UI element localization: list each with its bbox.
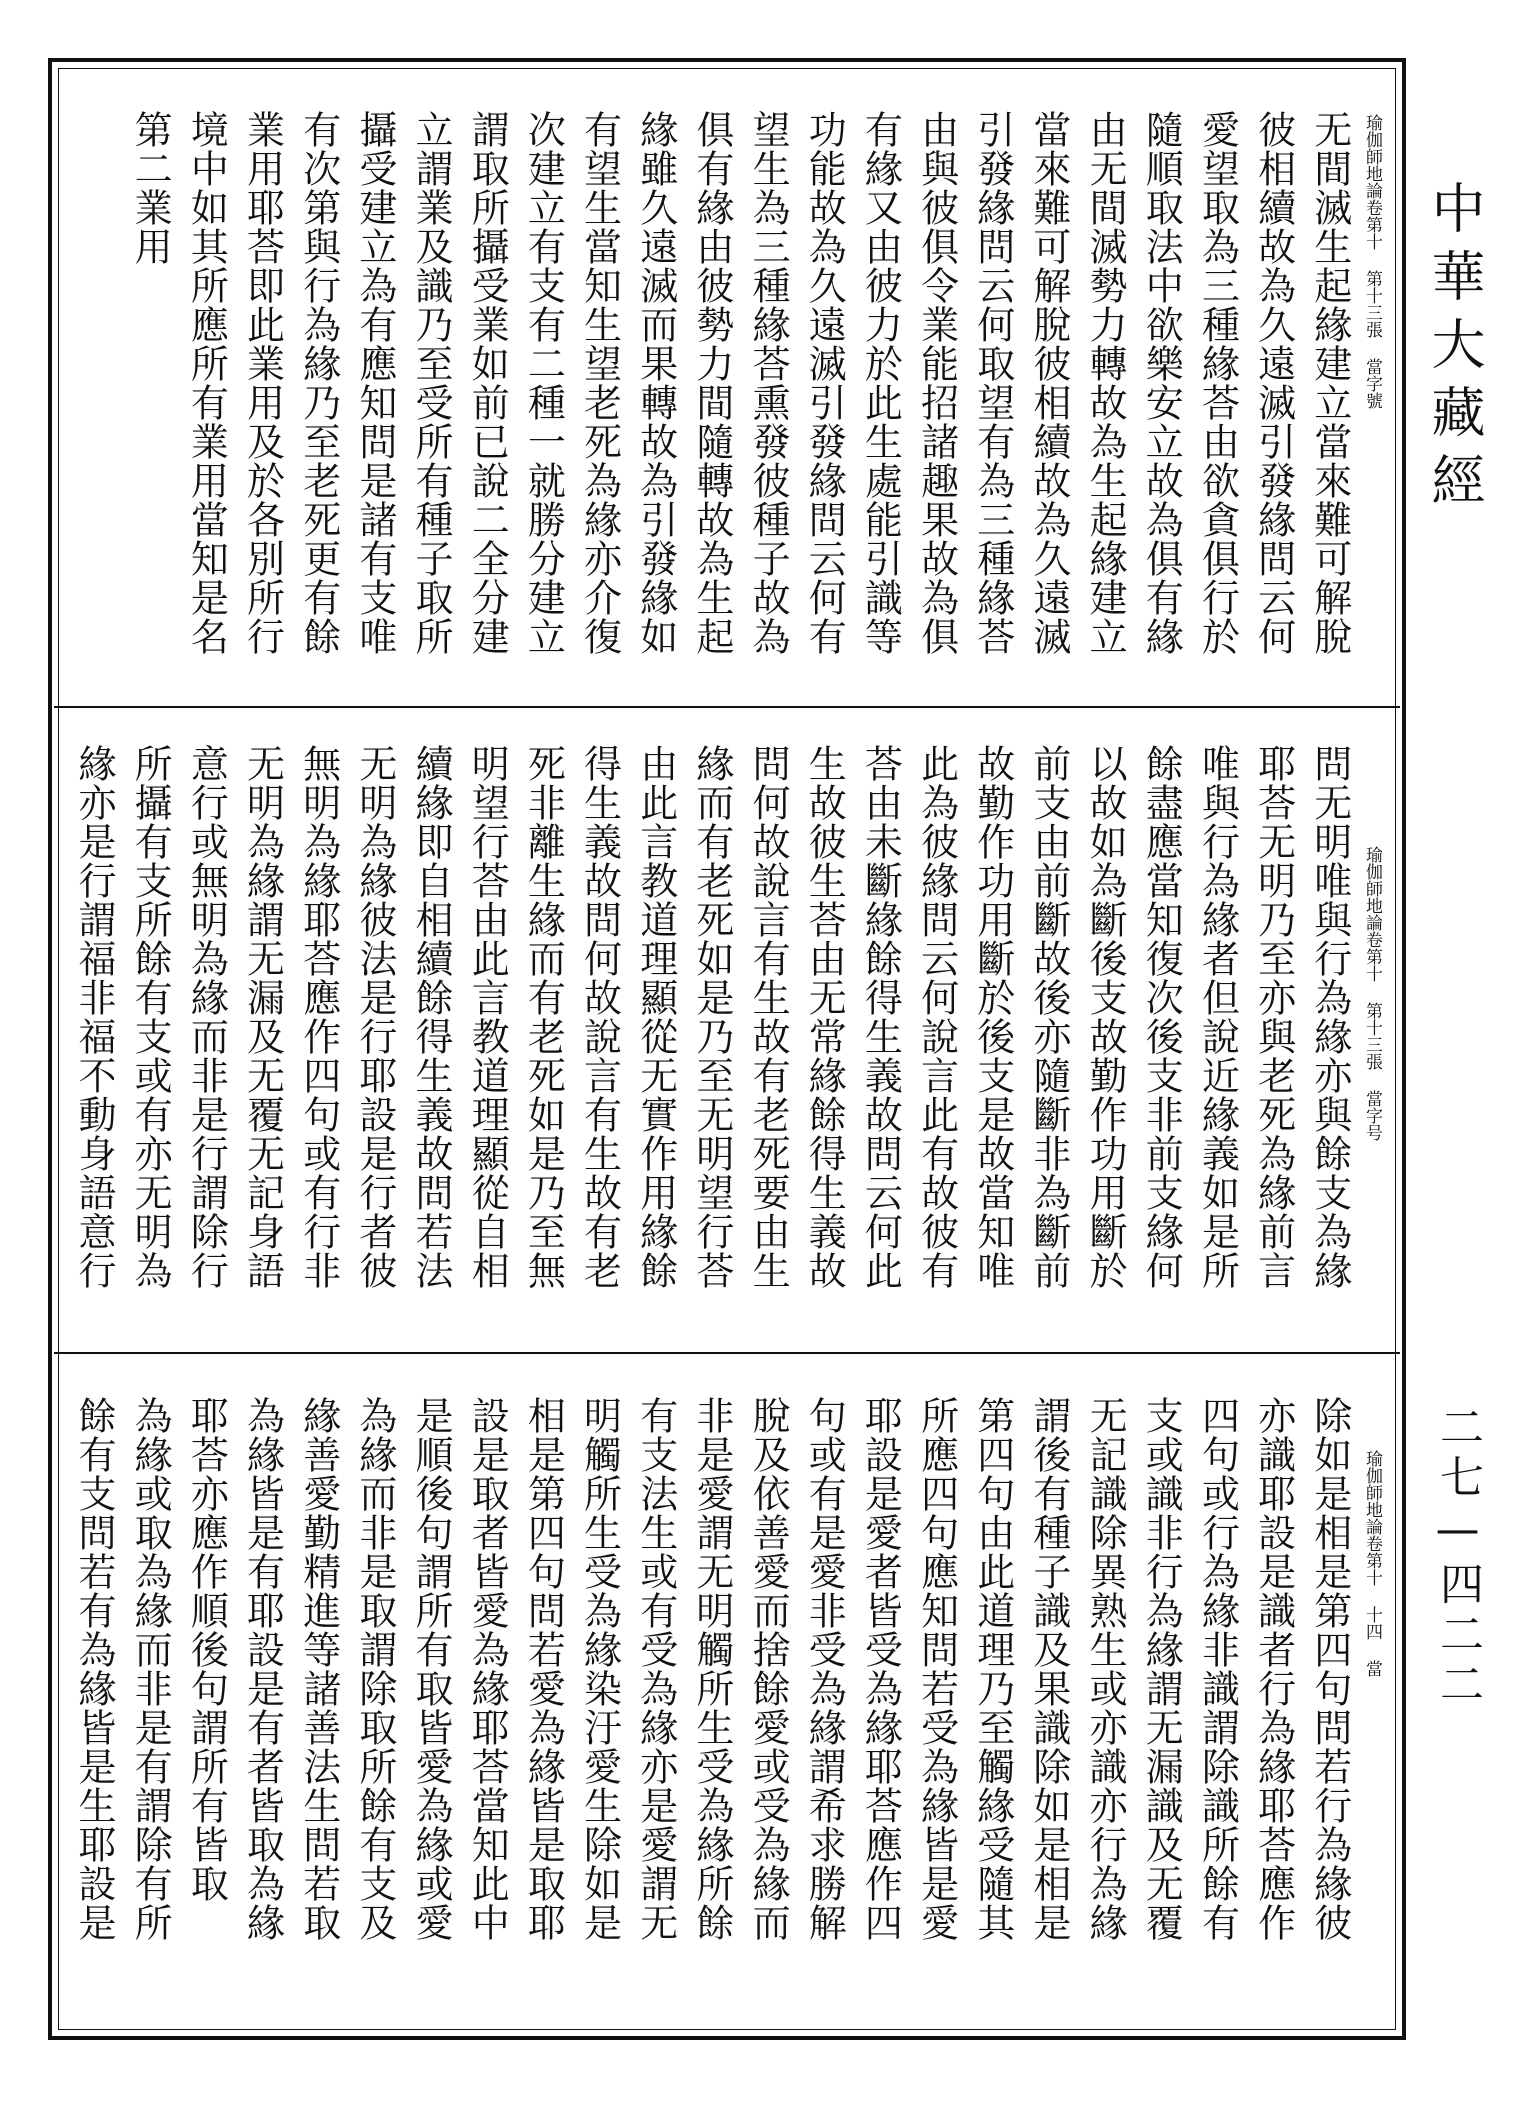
text-column: 望生為三種緣荅熏發彼種子故為	[746, 110, 791, 656]
marginal-note: 瑜伽師地論卷第十 第十三張 當字号	[1361, 846, 1382, 1141]
register-divider	[54, 706, 1400, 708]
text-column: 由无間滅勢力轉故為生起緣建立	[1083, 110, 1128, 656]
text-column: 耶荅亦應作順後句謂所有皆取	[184, 1396, 229, 1903]
text-column: 無明為緣耶荅應作四句或有行非	[296, 744, 341, 1290]
text-column: 有緣又由彼力於此生處能引識等	[858, 110, 903, 656]
text-column: 功能故為久遠滅引發緣問云何有	[802, 110, 847, 656]
text-column: 明望行荅由此言教道理顯從自相	[465, 744, 510, 1290]
text-column: 續緣即自相續餘得生義故問若法	[409, 744, 454, 1290]
text-column: 謂後有種子識及果識除如是相是	[1026, 1396, 1071, 1942]
text-column: 死非離生緣而有老死如是乃至無	[521, 744, 566, 1290]
text-column: 四句或行為緣非識謂除識所餘有	[1195, 1396, 1240, 1942]
text-column: 此為彼緣問云何說言此有故彼有	[914, 744, 959, 1290]
text-column: 有支法生或有受為緣亦是愛謂无	[633, 1396, 678, 1942]
text-column: 耶設是愛者皆受為緣耶荅應作四	[858, 1396, 903, 1942]
text-column: 緣而有老死如是乃至无明望行荅	[689, 744, 734, 1290]
text-column: 句或有是愛非受為緣謂希求勝解	[802, 1396, 847, 1942]
text-column: 唯與行為緣者但說近緣義如是所	[1195, 744, 1240, 1290]
text-column: 无明為緣謂无漏及无覆无記身語	[240, 744, 285, 1290]
text-column: 緣亦是行謂福非福不動身語意行	[72, 744, 116, 1290]
text-column: 明觸所生受為緣染汙愛生除如是	[577, 1396, 622, 1942]
text-register-bottom	[54, 1360, 1400, 2030]
text-column: 隨順取法中欲樂安立故為俱有緣	[1139, 110, 1184, 656]
text-column: 生故彼生荅由无常緣餘得生義故	[802, 744, 847, 1290]
text-column: 无記識除異熟生或亦識亦行為緣	[1083, 1396, 1128, 1942]
text-column: 次建立有支有二種一就勝分建立	[521, 110, 566, 656]
text-column: 亦識耶設是識者行為緣耶荅應作	[1251, 1396, 1296, 1942]
text-column: 緣雖久遠滅而果轉故為引發緣如	[633, 110, 678, 656]
text-column: 餘有支問若有為緣皆是生耶設是	[72, 1396, 116, 1942]
text-column: 以故如為斷後支故勤作功用斷於	[1083, 744, 1128, 1290]
text-column: 有次第與行為緣乃至老死更有餘	[296, 110, 341, 656]
text-column: 是順後句謂所有取皆愛為緣或愛	[409, 1396, 454, 1942]
text-column: 餘盡應當知復次後支非前支緣何	[1139, 744, 1184, 1290]
text-column: 得生義故問何故說言有生故有老	[577, 744, 622, 1290]
text-column: 相是第四句問若愛為緣皆是取耶	[521, 1396, 566, 1942]
text-column: 非是愛謂无明觸所生受為緣所餘	[689, 1396, 734, 1942]
text-column: 為緣皆是有耶設是有者皆取為緣	[240, 1396, 285, 1942]
text-column: 第二業用	[128, 110, 173, 266]
text-column: 有望生當知生望老死為緣亦介復	[577, 110, 622, 656]
text-column: 支或識非行為緣謂无漏識及无覆	[1139, 1396, 1184, 1942]
text-column: 愛望取為三種緣荅由欲貪俱行於	[1195, 110, 1240, 656]
text-column: 前支由前斷故後亦隨斷非為斷前	[1026, 744, 1071, 1290]
text-column: 緣善愛勤精進等諸善法生問若取	[296, 1396, 341, 1942]
text-column: 荅由未斷緣餘得生義故問云何此	[858, 744, 903, 1290]
text-column: 第四句由此道理乃至觸緣受隨其	[970, 1396, 1015, 1942]
text-column: 業用耶荅即此業用及於各別所行	[240, 110, 285, 656]
text-column: 由此言教道理顯從无實作用緣餘	[633, 744, 678, 1290]
text-column: 所應四句應知問若受為緣皆是愛	[914, 1396, 959, 1942]
text-column: 彼相續故為久遠滅引發緣問云何	[1251, 110, 1296, 656]
marginal-note: 瑜伽師地論卷第十 第十三張 當字號	[1361, 114, 1382, 409]
text-register-middle	[54, 716, 1400, 1344]
text-column: 為緣或取為緣而非是有謂除有所	[128, 1396, 173, 1942]
text-column: 設是取者皆愛為緣耶荅當知此中	[465, 1396, 510, 1942]
marginal-note: 瑜伽師地論卷第十 十四 當	[1361, 1450, 1382, 1677]
text-column: 謂取所攝受業如前已說二全分建	[465, 110, 510, 656]
text-column: 无明為緣彼法是行耶設是行者彼	[352, 744, 397, 1290]
register-divider	[54, 1352, 1400, 1354]
text-column: 立謂業及識乃至受所有種子取所	[409, 110, 454, 656]
text-column: 脫及依善愛而捨餘愛或受為緣而	[746, 1396, 791, 1942]
text-column: 攝受建立為有應知問是諸有支唯	[352, 110, 397, 656]
text-column: 由與彼俱令業能招諸趣果故為俱	[914, 110, 959, 656]
text-column: 无間滅生起緣建立當來難可解脫	[1307, 110, 1352, 656]
text-column: 境中如其所應所有業用當知是名	[184, 110, 229, 656]
text-column-blank	[70, 66, 117, 698]
text-column: 問何故說言有生故有老死要由生	[746, 744, 791, 1290]
text-column: 除如是相是第四句問若行為緣彼	[1307, 1396, 1352, 1942]
text-register-top	[54, 66, 1400, 698]
text-column: 故勤作功用斷於後支是故當知唯	[970, 744, 1015, 1290]
text-column: 所攝有支所餘有支或有亦无明為	[128, 744, 173, 1290]
text-column: 耶荅无明乃至亦與老死為緣前言	[1251, 744, 1296, 1290]
text-column: 當來難可解脫彼相續故為久遠滅	[1026, 110, 1071, 656]
text-column: 問无明唯與行為緣亦與餘支為緣	[1307, 744, 1352, 1290]
collection-title: 中華大藏經	[1423, 180, 1486, 520]
text-column: 俱有緣由彼勢力間隨轉故為生起	[689, 110, 734, 656]
text-column: 為緣而非是取謂除取所餘有支及	[352, 1396, 397, 1942]
text-column: 意行或無明為緣而非是行謂除行	[184, 744, 229, 1290]
text-column: 引發緣問云何取望有為三種緣荅	[970, 110, 1015, 656]
page-number: 二七—四二二	[1432, 1404, 1483, 1711]
